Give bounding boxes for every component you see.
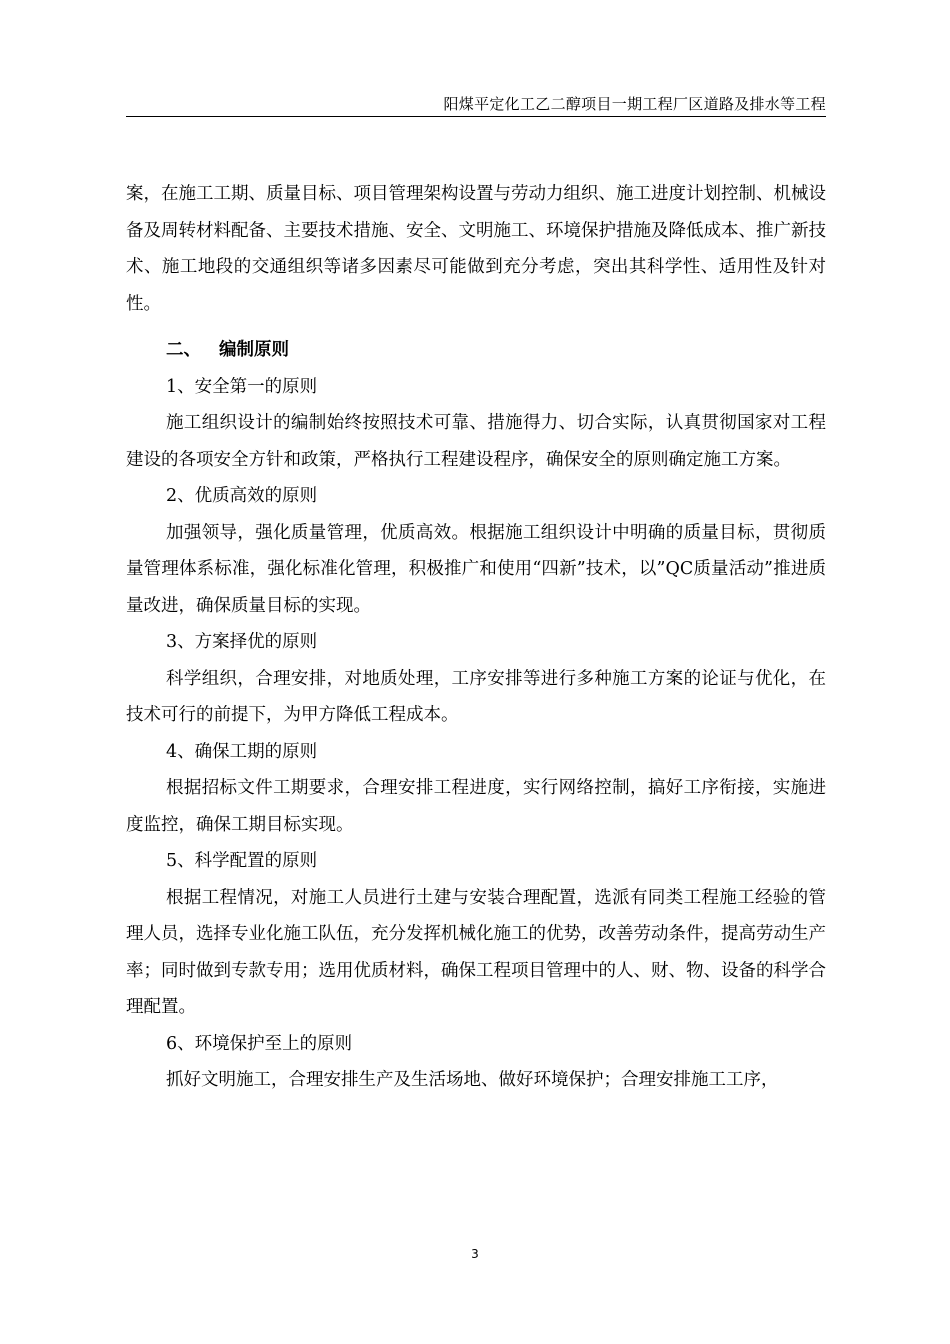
principle-text-1: 施工组织设计的编制始终按照技术可靠、措施得力、切合实际，认真贯彻国家对工程建设的各项安全方针和政策，严格执行工程建设程序，确保安全的原则确定施工方案。 — [126, 413, 826, 470]
page-number: 3 — [471, 1247, 479, 1261]
principle-title-1: 1、安全第一的原则 — [166, 376, 318, 397]
principle-text-4: 根据招标文件工期要求，合理安排工程进度，实行网络控制，搞好工序衔接，实施进度监控，确保工期目标实现。 — [126, 778, 826, 835]
intro-paragraph: 案，在施工工期、质量目标、项目管理架构设置与劳动力组织、施工进度计划控制、机械设备及周转材料配备、主要技术措施、安全、文明施工、环境保护措施及降低成本、推广新技术、施工地段的交通组织等诸多因素尽可能做到充分考虑，突出其科学性、适用性及针对性。 — [126, 184, 826, 314]
section-title: 编制原则 — [219, 340, 289, 360]
section-number: 二、 — [166, 340, 201, 360]
page-header — [126, 93, 826, 115]
principle-title-5: 5、科学配置的原则 — [166, 851, 318, 871]
principle-title-4: 4、确保工期的原则 — [166, 741, 318, 762]
principle-text-5: 根据工程情况，对施工人员进行土建与安装合理配置，选派有同类工程施工经验的管理人员，选择专业化施工队伍，充分发挥机械化施工的优势，改善劳动条件，提高劳动生产率；同时做到专款专用；选用优质材料，确保工程项目管理中的人、财、物、设备的科学合理配置。 — [126, 887, 826, 1017]
document-body — [126, 176, 826, 1099]
principle-text-6: 抓好文明施工，合理安排生产及生活场地、做好环境保护；合理安排施工工序， — [166, 1070, 779, 1090]
header-rule — [126, 116, 826, 117]
principle-title-2: 2、优质高效的原则 — [166, 486, 318, 506]
principle-text-2: 加强领导，强化质量管理，优质高效。根据施工组织设计中明确的质量目标，贯彻质量管理体系标准，强化标准化管理，积极推广和使用“四新”技术，以”QC质量活动”推进质量改进，确保质量目标的实现。 — [126, 522, 826, 616]
header-title: 阳煤平定化工乙二醇项目一期工程厂区道路及排水等工程 — [443, 95, 826, 113]
section-heading — [126, 332, 826, 369]
principle-title-6: 6、环境保护至上的原则 — [166, 1033, 353, 1054]
principle-text-3: 科学组织，合理安排，对地质处理，工序安排等进行多种施工方案的论证与优化，在技术可行的前提下，为甲方降低工程成本。 — [126, 668, 826, 725]
principle-title-3: 3、方案择优的原则 — [166, 632, 318, 652]
